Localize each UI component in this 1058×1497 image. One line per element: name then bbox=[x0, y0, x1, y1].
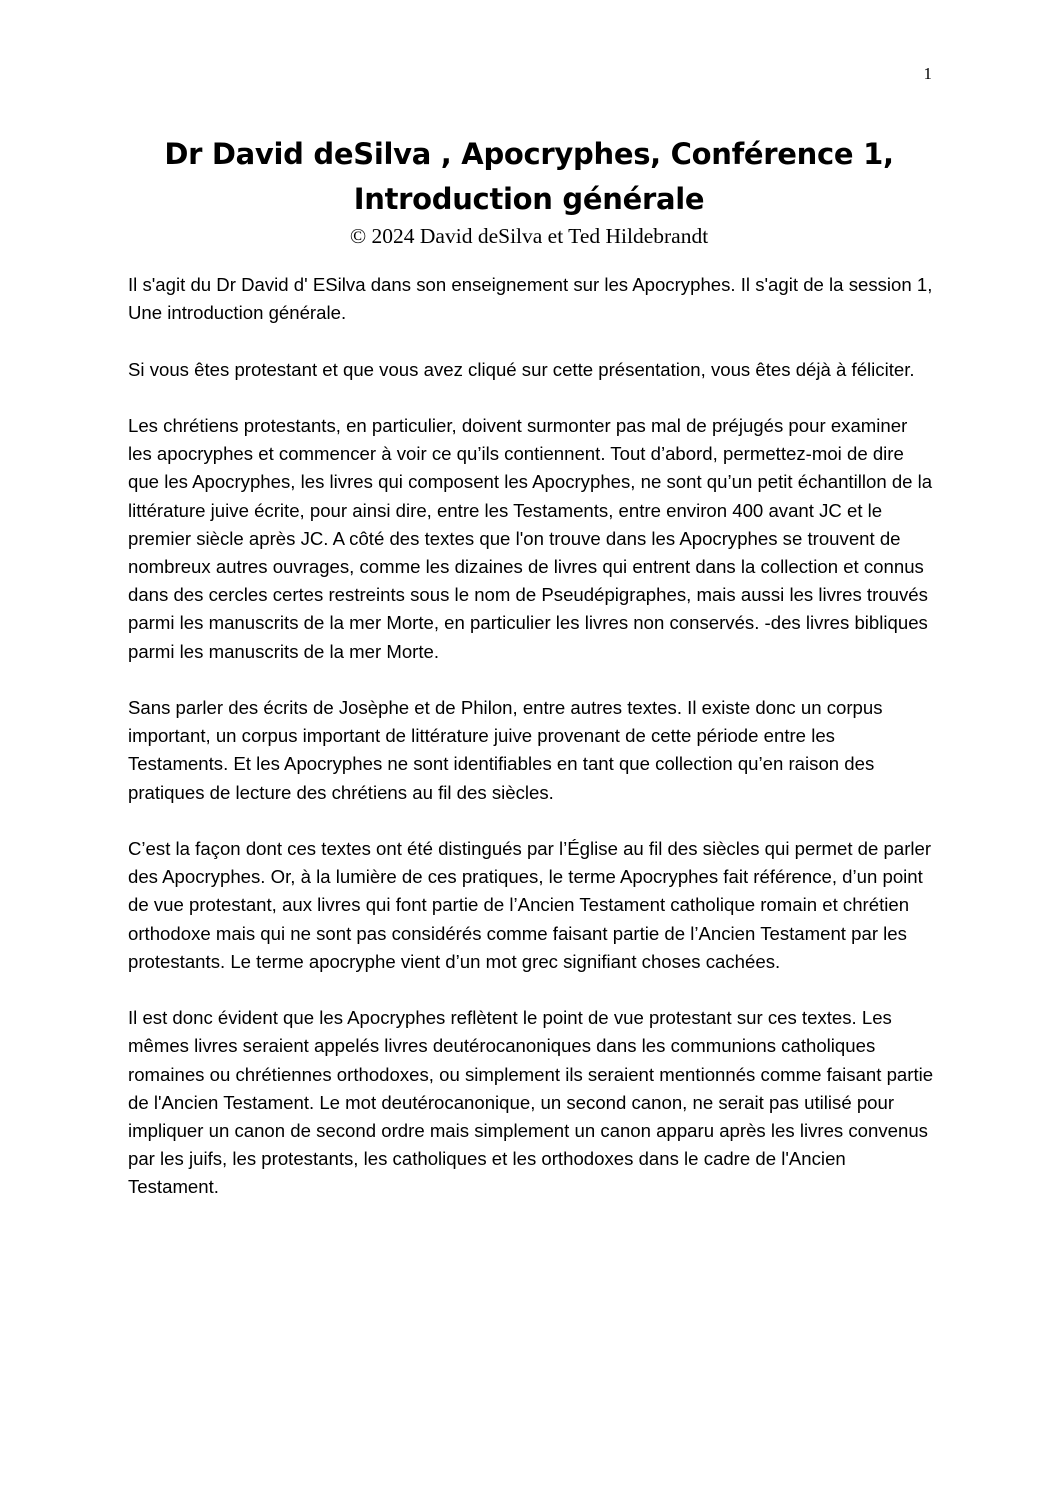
paragraph: Si vous êtes protestant et que vous avez cliqué sur cette présentation, vous êtes déjà à féliciter. bbox=[128, 358, 915, 380]
title-line-1: Dr David deSilva , Apocryphes, Conférence 1, bbox=[164, 137, 894, 171]
title-line-2: Introduction générale bbox=[353, 182, 705, 216]
document-body bbox=[128, 271, 934, 1230]
paragraph: C’est la façon dont ces textes ont été distingués par l’Église au fil des siècles qui permet de parler des Apocryphes. Or, à la lumière de ces pratiques, le terme Apocryphes fait référence, d’un point de vue protestant, aux livres qui font partie de l’Ancien Testament catholique romain et chrétien orthodoxe mais qui ne sont pas considérés comme faisant partie de l’Ancien Testament par les protestants. Le terme apocryphe vient d’un mot grec signifiant choses cachées. bbox=[128, 838, 932, 972]
page-number: 1 bbox=[923, 64, 932, 83]
copyright-notice: © 2024 David deSilva et Ted Hildebrandt bbox=[349, 224, 709, 248]
paragraph: Il s'agit du Dr David d' ESilva dans son enseignement sur les Apocryphes. Il s'agit de la session 1, Une introduction générale. bbox=[128, 274, 933, 324]
paragraph: Sans parler des écrits de Josèphe et de Philon, entre autres textes. Il existe donc un corpus important, un corpus important de littérature juive provenant de cette période entre les Testaments. Et les Apocryphes ne sont identifiables en tant que collection qu’en raison des pratiques de lecture des chrétiens au fil des siècles. bbox=[128, 697, 883, 803]
paragraph: Il est donc évident que les Apocryphes reflètent le point de vue protestant sur ces textes. Les mêmes livres seraient appelés livres deutérocanoniques dans les communions catholiques romaines ou chrétiennes orthodoxes, ou simplement ils seraient mentionnés comme faisant partie de l'Ancien Testament. Le mot deutérocanonique, un second canon, ne serait pas utilisé pour impliquer un canon de second ordre mais simplement un canon apparu après les livres convenus par les juifs, les protestants, les catholiques et les orthodoxes dans le cadre de l'Ancien Testament. bbox=[128, 1007, 934, 1198]
paragraph: Les chrétiens protestants, en particulier, doivent surmonter pas mal de préjugés pour examiner les apocryphes et commencer à voir ce qu’ils contiennent. Tout d’abord, permettez-moi de dire que les Apocryphes, les livres qui composent les Apocryphes, ne sont qu’un petit échantillon de la littérature juive écrite, pour ainsi dire, entre les Testaments, entre environ 400 avant JC et le premier siècle après JC. A côté des textes que l'on trouve dans les Apocryphes se trouvent de nombreux autres ouvrages, comme les dizaines de livres qui entrent dans la collection et connus dans des cercles certes restreints sous le nom de Pseudépigraphes, mais aussi les livres trouvés parmi les manuscrits de la mer Morte, en particulier les livres non conservés. -des livres bibliques parmi les manuscrits de la mer Morte. bbox=[128, 414, 933, 662]
document-title bbox=[128, 132, 930, 222]
